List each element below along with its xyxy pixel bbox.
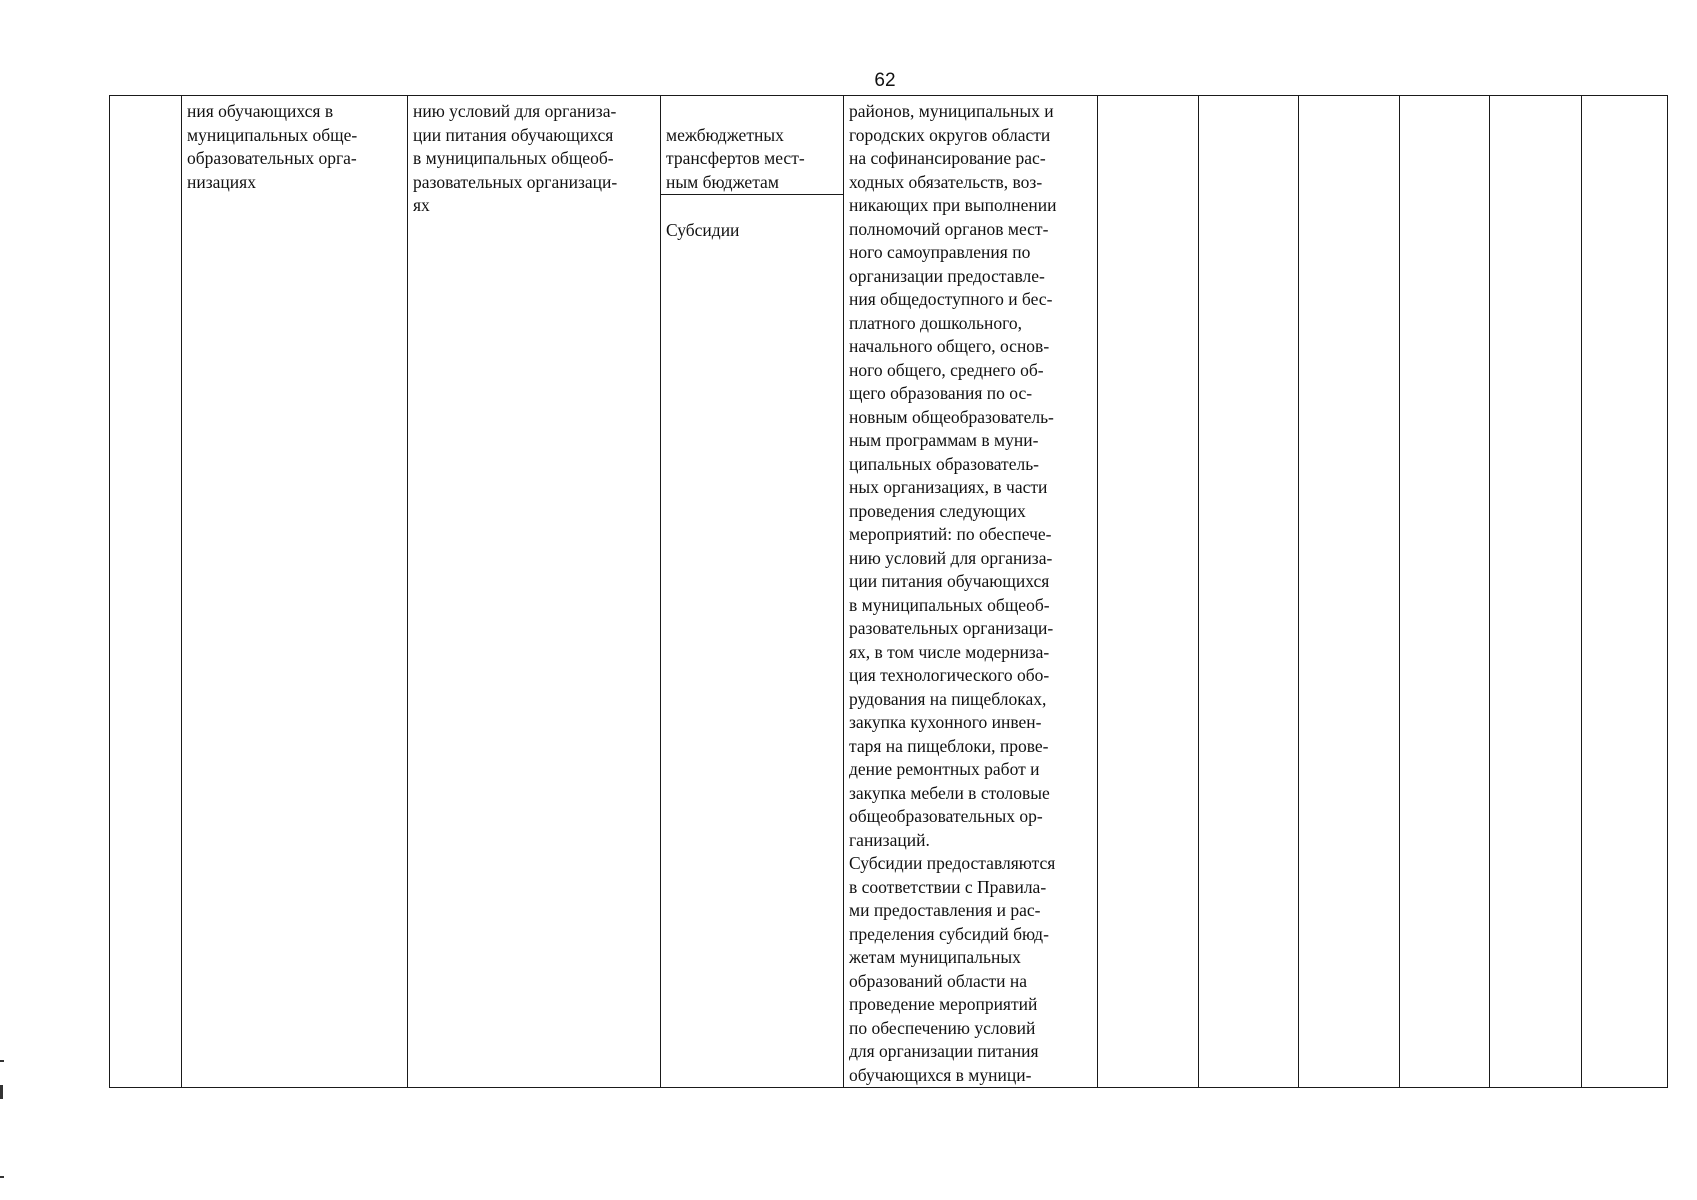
table-row <box>110 96 1668 1088</box>
cell-empty-11 <box>1582 96 1668 1088</box>
scan-edge-mark <box>0 1060 4 1062</box>
cell-empty-10 <box>1490 96 1582 1088</box>
cell-task-name: ния обучающихся в муниципальных обще- образовательных орга- низациях <box>182 96 408 1088</box>
cell-funding-source <box>661 96 844 1088</box>
cell-empty-7 <box>1199 96 1299 1088</box>
cell-event-name: нию условий для организа- ции питания обучающихся в муниципальных общеоб- разовательных организаци- ях <box>408 96 661 1088</box>
program-table <box>109 95 1668 1088</box>
cell-empty-9 <box>1400 96 1490 1088</box>
funding-form: Субсидии <box>666 219 740 240</box>
cell-description: районов, муниципальных и городских округов области на софинансирование рас- ходных обязательств, воз- никающих при выполнении полномочий органов мест- ного самоуправления по организации предоставле- ния общедоступного и бес- платного дошкольного, начального общего, основ- ного общего, среднего об- щего образования по ос- новным общеобразователь- ным программам в муни- ципальных образователь- ных организациях, в части проведения следующих мероприятий: по обеспече- нию условий для организа- ции питания обучающихся в муниципальных общеоб- разовательных организаци- ях, в том числе модерниза- ция технологического обо- рудования на пищеблоках, закупка кухонного инвен- таря на пищеблоки, прове- дение ремонтных работ и закупка мебели в столовые общеобразовательных ор- ганизаций. Субсидии предоставляются в соответствии с Правила- ми предоставления и рас- пределения субсидий бюд- жетам муниципальных образований области на проведение мероприятий по обеспечению условий для организации питания обучающихся в муници- <box>844 96 1098 1088</box>
cell-empty-6 <box>1098 96 1199 1088</box>
cell-empty-8 <box>1299 96 1400 1088</box>
page-number: 62 <box>874 70 896 91</box>
cell-number <box>110 96 182 1088</box>
scan-edge-mark <box>0 1176 4 1178</box>
scan-edge-mark <box>0 1085 3 1099</box>
funding-type: межбюджетных трансфертов мест- ным бюджетам <box>661 124 843 196</box>
